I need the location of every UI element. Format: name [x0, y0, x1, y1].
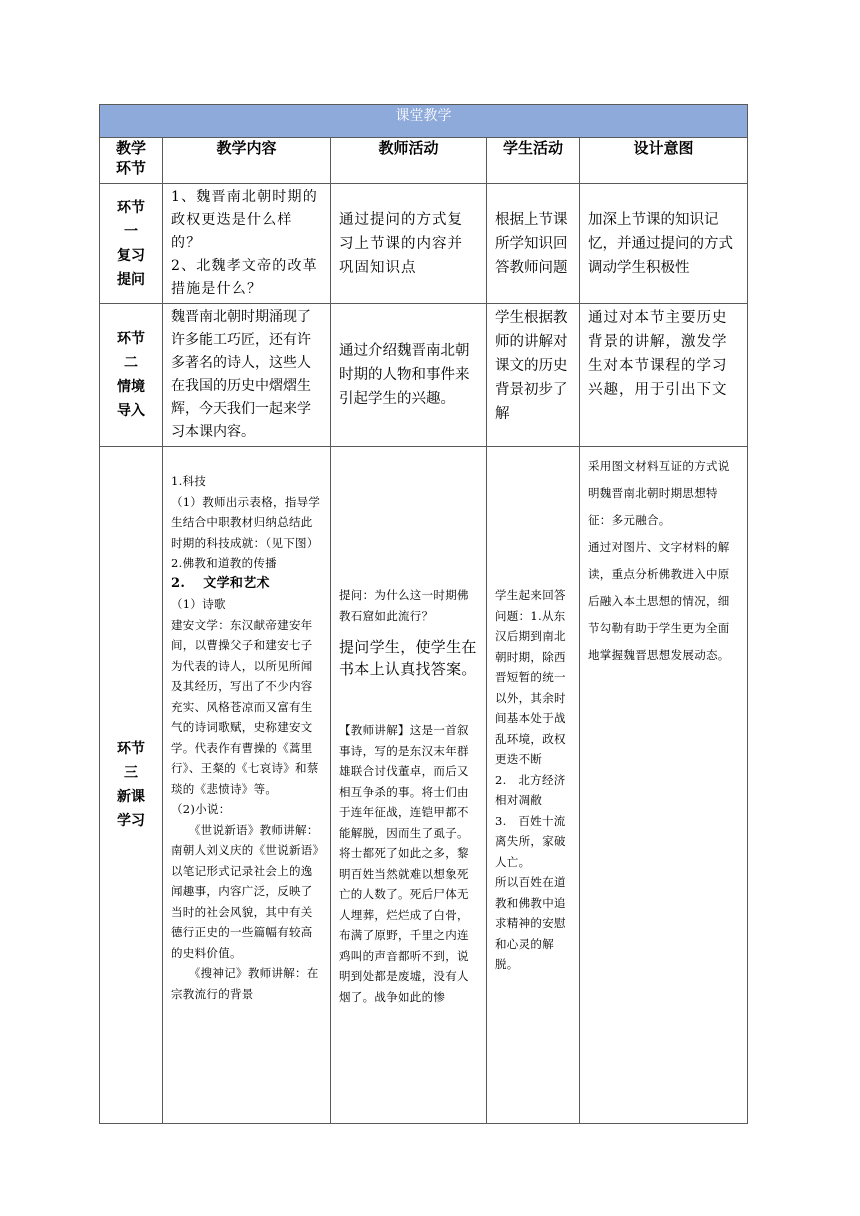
- header-content: 教学内容: [163, 138, 331, 184]
- content-line: 2. 文学和艺术: [171, 575, 270, 591]
- intent-text: 通过对本节主要历史背景的讲解，激发学生对本节课程的学习兴趣，用于引出下文: [588, 310, 728, 398]
- intent-line: 采用图文材料互证的方式说明魏晋南北朝时期思想特征：多元融合。: [588, 459, 730, 527]
- table-row: [100, 304, 748, 447]
- intent-text: 加深上节课的知识记忆，并通过提问的方式调动学生积极性: [588, 211, 733, 276]
- student-text: 学生根据教师的讲解对课文的历史背景初步了解: [495, 310, 568, 422]
- stage-cell: [100, 184, 163, 304]
- stage-line: 二: [124, 355, 138, 371]
- content-line: （1）教师出示表格，指导学生结合中职教材归纳总结此时期的科技成就：（见下图）: [171, 494, 321, 550]
- intent-cell: [580, 447, 748, 1124]
- header-intent: 设计意图: [580, 138, 748, 184]
- content-line: 1.科技: [171, 474, 207, 488]
- content-cell: [163, 447, 331, 1124]
- teacher-cell: [331, 304, 487, 447]
- header-stage-line: 教学: [115, 139, 146, 157]
- student-line: 3. 百姓十流离失所，家破人亡。: [495, 813, 566, 869]
- student-cell: [487, 304, 580, 447]
- header-teacher: 教师活动: [331, 138, 487, 184]
- content-text: 1、魏晋南北朝时期的政权更迭是什么样的？ 2、北魏孝文帝的改革措施是什么？: [171, 189, 318, 297]
- content-line: （1）诗歌: [171, 597, 226, 611]
- teacher-cell: [331, 184, 487, 304]
- stage-line: 环节: [117, 741, 145, 757]
- content-line: （2)小说：: [171, 802, 231, 816]
- content-line: 建安文学：东汉献帝建安年间，以曹操父子和建安七子为代表的诗人，以所见所闻及其经历，写出了不少内容充实、风格苍凉而又富有生气的诗词歌赋，史称建安文学。代表作有曹操的《蒿里行》、王粲的《七哀诗》和蔡琰的《悲愤诗》等。: [171, 617, 319, 796]
- student-line: 2. 北方经济相对凋敝: [495, 772, 566, 807]
- lesson-table: [99, 104, 748, 1124]
- table-title: 课堂教学: [100, 105, 748, 138]
- content-cell: [163, 184, 331, 304]
- intent-cell: [580, 304, 748, 447]
- header-stage-line: 环节: [115, 159, 146, 177]
- teacher-cell: [331, 447, 487, 1124]
- teacher-text: 通过介绍魏晋南北朝时期的人物和事件来引起学生的兴趣。: [339, 343, 470, 407]
- stage-line: 三: [124, 765, 138, 781]
- student-cell: [487, 184, 580, 304]
- stage-line: 一: [124, 223, 138, 240]
- teacher-ask-2: 提问学生，使学生在书本上认真找答案。: [339, 638, 477, 678]
- teacher-lecture: 【教师讲解】这是一首叙事诗，写的是东汉末年群雄联合讨伐董卓，而后又相互争杀的事。将士们由于连年征战，连铠甲都不能解脱，因而生了虱子。将士都死了如此之多，黎明百姓当然就难以想象死亡的人数了。死后尸体无人埋葬，烂烂成了白骨，布满了原野，千里之内连鸡叫的声音都听不到，说明到处都是废墟，没有人烟了。战争如此的惨: [339, 723, 469, 1004]
- content-text: 魏晋南北朝时期涌现了许多能工巧匠，还有许多著名的诗人，这些人在我国的历史中熠熠生辉，今天我们一起来学习本课内容。: [171, 309, 311, 440]
- stage-line: 环节: [117, 331, 145, 347]
- stage-cell: [100, 304, 163, 447]
- content-line: 《搜神记》教师讲解：在宗教流行的背景: [171, 966, 319, 1001]
- intent-line: 通过对图片、文字材料的解读，重点分析佛教进入中原后融入本土思想的情况，细节勾勒有助于学生更为全面地掌握魏晋思想发展动态。: [588, 540, 730, 662]
- intent-cell: [580, 184, 748, 304]
- table-row: [100, 447, 748, 1124]
- content-cell: [163, 304, 331, 447]
- table-row: [100, 184, 748, 304]
- stage-line: 导入: [117, 403, 145, 419]
- content-line: 《世说新语》教师讲解：南朝人刘义庆的《世说新语》以笔记形式记录社会上的逸闻趣事，内容广泛，反映了当时的社会风貌，其中有关德行正史的一些篇幅有较高的史料价值。: [171, 822, 319, 960]
- content-line: 2.佛教和道教的传播: [171, 556, 277, 570]
- student-text: 根据上节课所学知识回答教师问题: [495, 211, 568, 276]
- student-line: 所以百姓在道教和佛教中追求精神的安慰和心灵的解脱。: [495, 875, 566, 971]
- stage-line: 环节: [117, 199, 145, 216]
- stage-cell: [100, 447, 163, 1124]
- teacher-text: 通过提问的方式复习上节课的内容并巩固知识点: [339, 211, 463, 276]
- header-stage: [100, 138, 163, 184]
- stage-line: 复习: [117, 247, 145, 264]
- teacher-ask: 提问：为什么这一时期佛教石窟如此流行？: [339, 588, 469, 623]
- stage-line: 学习: [117, 813, 145, 829]
- stage-line: 提问: [117, 271, 145, 288]
- student-line: 学生起来回答问题：1.从东汉后期到南北朝时期，除西晋短暂的统一以外，其余时间基本处于战乱环境，政权更迭不断: [495, 588, 566, 766]
- stage-line: 情境: [117, 379, 145, 395]
- student-cell: [487, 447, 580, 1124]
- header-student: 学生活动: [487, 138, 580, 184]
- stage-line: 新课: [117, 789, 145, 805]
